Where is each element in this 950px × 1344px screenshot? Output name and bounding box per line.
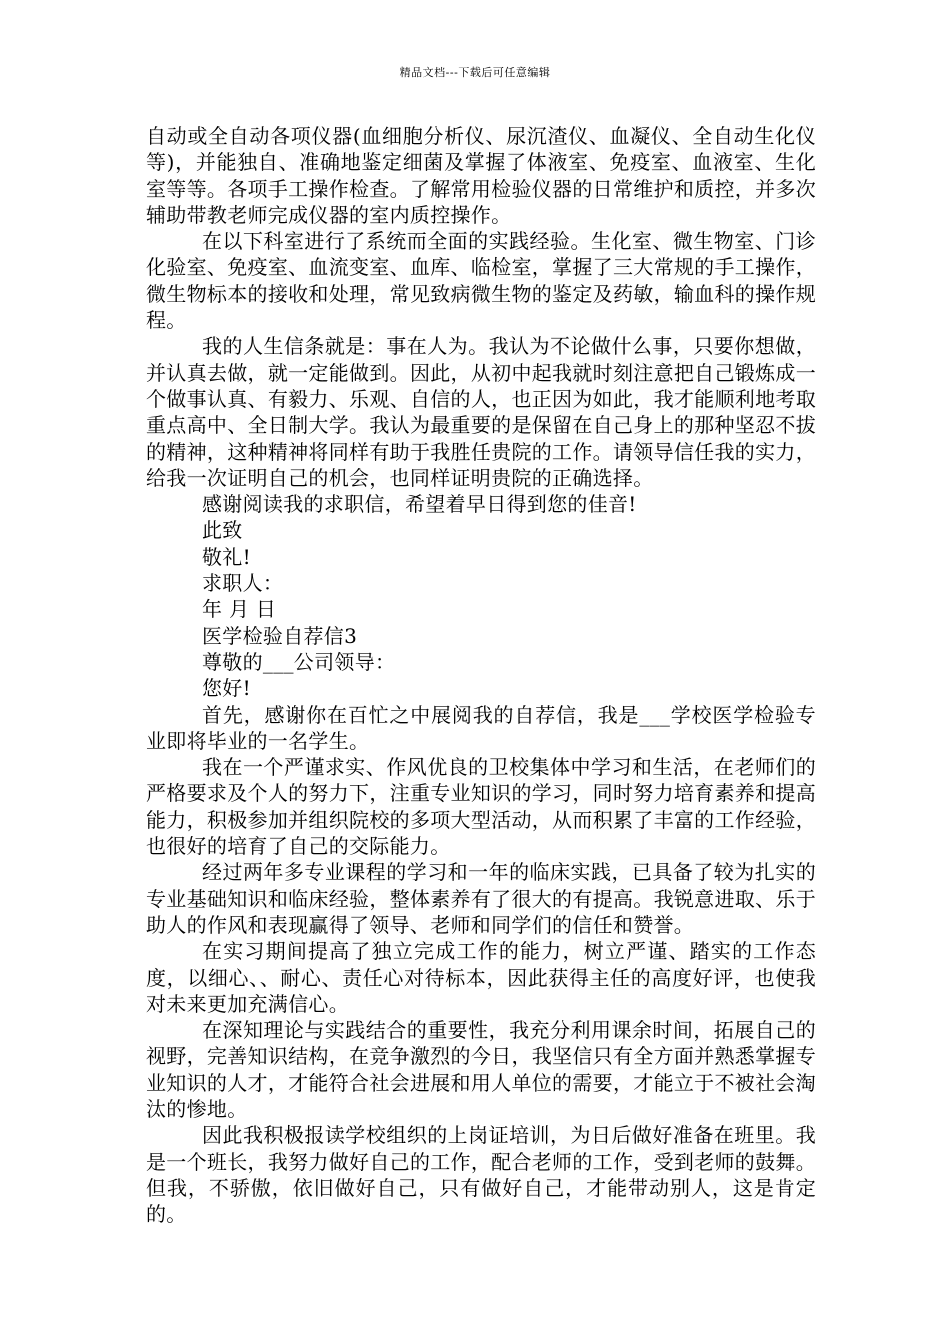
closing-salutation: 此致 xyxy=(202,518,243,543)
greeting-hello: 您好! xyxy=(202,676,251,701)
paragraph-3: 我的人生信条就是：事在人为。我认为不论做什么事，只要你想做，并认真去做，就一定能做到。因此，从初中起我就时刻注意把自己锻炼成一个做事认真、有毅力、乐观、自信的人，也正因为如此，我才能顺利地考取重点高中、全日制大学。我认为最重要的是保留在自己身上的那种坚忍不拔的精神，这种精神将同样有助于我胜任贵院的工作。请领导信任我的实力，给我一次证明自己的机会，也同样证明贵院的正确选择。 xyxy=(146,334,816,490)
paragraph-study: 我在一个严谨求实、作风优良的卫校集体中学习和生活，在老师们的严格要求及个人的努力下，注重专业知识的学习，同时努力培育素养和提高能力，积极参加并组织院校的多项大型活动，从而积累了丰富的工作经验，也很好的培育了自己的交际能力。 xyxy=(146,755,816,859)
paragraph-2: 在以下科室进行了系统而全面的实践经验。生化室、微生物室、门诊化验室、免疫室、血流变室、血库、临检室，掌握了三大常规的手工操作，微生物标本的接收和处理，常见致病微生物的鉴定及药敏，输血科的操作规程。 xyxy=(146,229,816,333)
paragraph-theory-practice: 在深知理论与实践结合的重要性，我充分利用课余时间，拓展自己的视野，完善知识结构，在竞争激烈的今日，我坚信只有全方面并熟悉掌握专业知识的人才，才能符合社会进展和用人单位的需要，才能立于不被社会淘汰的惨地。 xyxy=(146,1018,816,1121)
greeting-recipient: 尊敬的___公司领导： xyxy=(202,649,396,674)
paragraph-intro: 首先，感谢你在百忙之中展阅我的自荐信，我是___学校医学检验专业即将毕业的一名学生。 xyxy=(146,702,816,753)
letter-title: 医学检验自荐信3 xyxy=(202,623,358,648)
document-body xyxy=(146,123,816,1227)
paragraph-1: 自动或全自动各项仪器(血细胞分析仪、尿沉渣仪、血凝仪、全自动生化仪等)，并能独自、准确地鉴定细菌及掌握了体液室、免疫室、血液室、生化室等等。各项手工操作检查。了解常用检验仪器的日常维护和质控，并多次辅助带教老师完成仪器的室内质控操作。 xyxy=(146,124,816,227)
applicant-line: 求职人： xyxy=(202,571,284,596)
closing-regards: 敬礼! xyxy=(202,544,251,569)
date-line: 年 月 日 xyxy=(202,597,277,622)
page-header: 精品文档---下载后可任意编辑 xyxy=(399,66,551,79)
paragraph-training: 因此我积极报读学校组织的上岗证培训，为日后做好准备在班里。我是一个班长，我努力做好自己的工作，配合老师的工作，受到老师的鼓舞。但我，不骄傲，依旧做好自己，只有做好自己，才能带动别人，这是肯定的。 xyxy=(146,1123,816,1227)
paragraph-internship: 在实习期间提高了独立完成工作的能力，树立严谨、踏实的工作态度，以细心、、耐心、责任心对待标本，因此获得主任的高度好评，也使我对未来更加充满信心。 xyxy=(146,939,816,1016)
paragraph-experience: 经过两年多专业课程的学习和一年的临床实践，已具备了较为扎实的专业基础知识和临床经验，整体素养有了很大的有提高。我锐意进取、乐于助人的作风和表现赢得了领导、老师和同学们的信任和赞誉。 xyxy=(146,860,816,937)
paragraph-4: 感谢阅读我的求职信，希望着早日得到您的佳音! xyxy=(202,492,637,517)
